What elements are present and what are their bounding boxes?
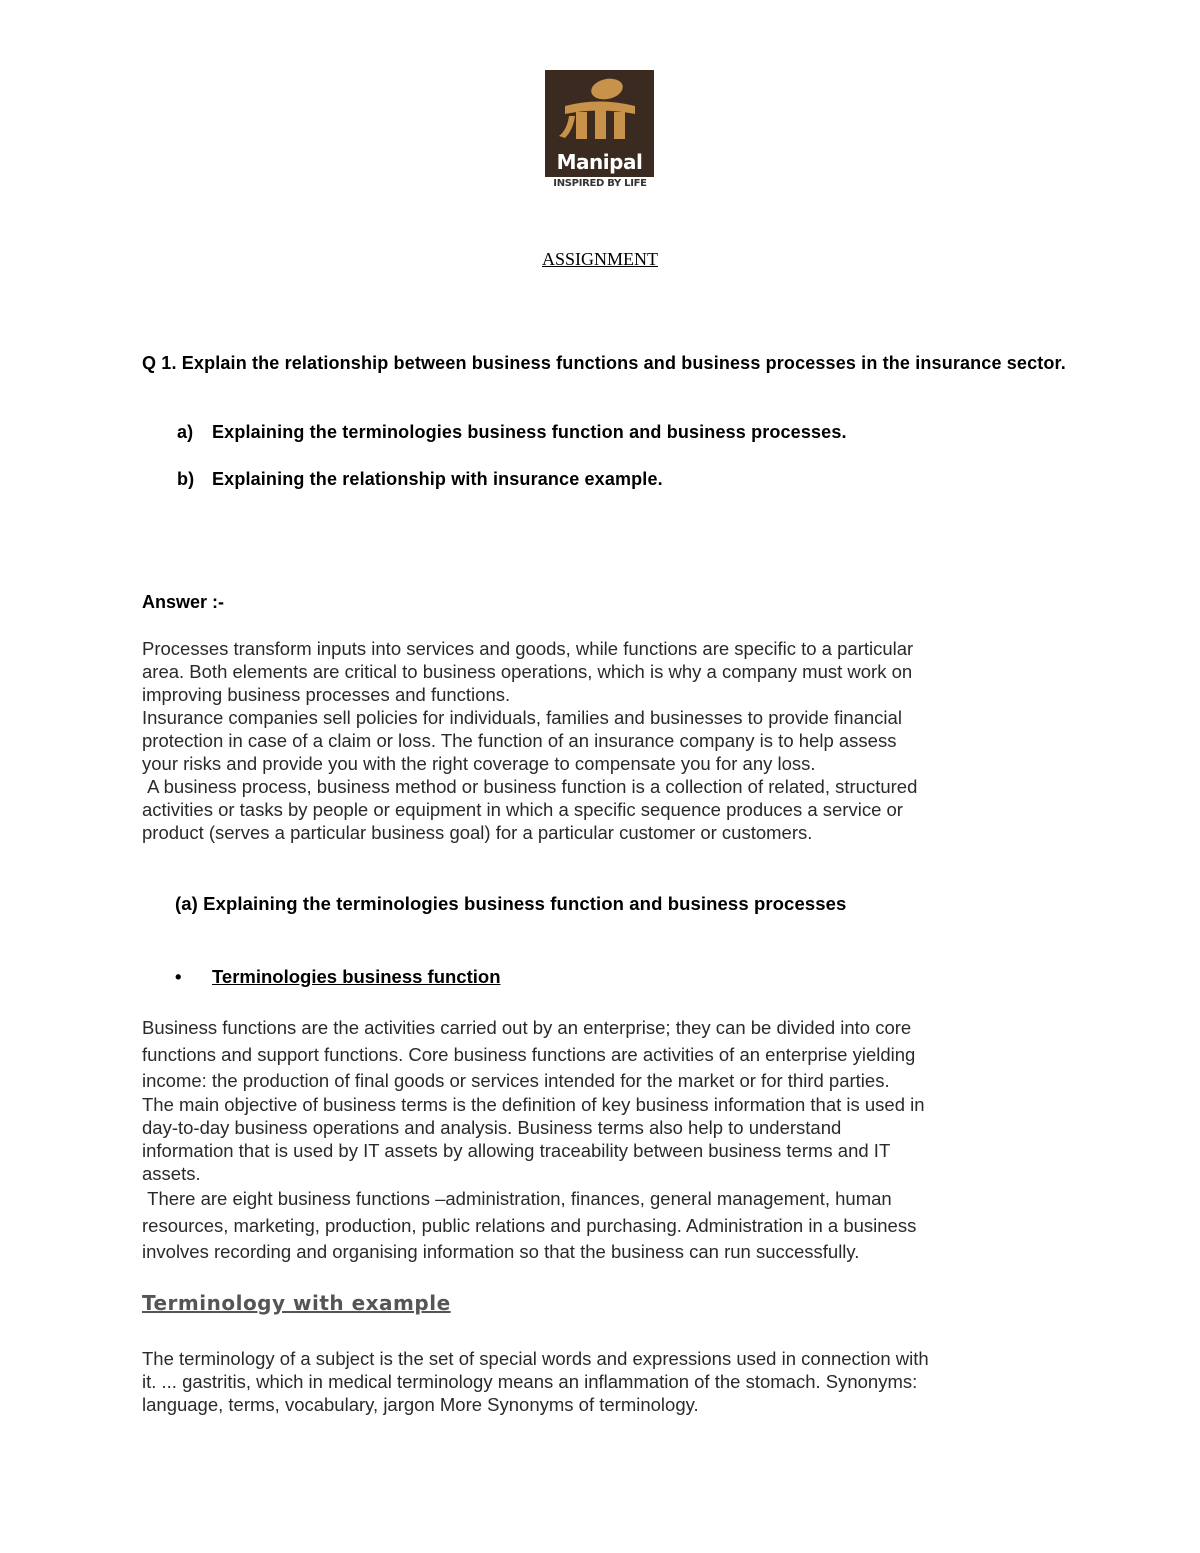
manipal-logo [545,70,655,192]
bullet-heading: Terminologies business function [212,966,501,987]
eight-functions-paragraph: There are eight business functions –administration, finances, general management, human resources, marketing, production, public relations and purchasing. Administration in a business involves recording and organising information so that the business can run successfully. [142,1188,917,1262]
question-part-a [177,422,847,443]
question-part-b [177,469,663,490]
page-title: ASSIGNMENT [541,249,658,269]
answer-paragraph: Processes transform inputs into services and goods, while functions are specific to a particular area. Both elements are critical to business operations, which is why a company must work on improving business processes and functions. Insurance companies sell policies for individuals, families and businesses to provide financial protection in case of a claim or loss. The function of an insurance company is to help assess your risks and provide you with the right coverage to compensate you for any loss. A business process, business method or business function is a collection of related, structured activities or tasks by people or equipment in which a specific sequence produces a service or product (serves a particular business goal) for a particular customer or customers. [142,638,918,843]
bullet-icon: • [175,966,182,987]
terminology-heading: Terminology with example [142,1291,451,1315]
logo-wordmark: Manipal [556,150,643,174]
answer-heading: Answer :- [142,592,225,612]
business-terms-paragraph: The main objective of business terms is the definition of key business information that is used in day-to-day business operations and analysis. Business terms also help to understand information that is used by IT assets by allowing traceability between business terms and IT assets. [142,1094,925,1184]
bullet-terminologies [175,966,501,988]
part-b-text: Explaining the relationship with insurance example. [212,469,663,489]
business-functions-paragraph: Business functions are the activities carried out by an enterprise; they can be divided into core functions and support functions. Core business functions are activities of an enterprise yielding income: the production of final goods or services intended for the market or for third parties. [142,1017,916,1091]
part-a-label: a) [177,422,194,442]
section-a-heading: (a) Explaining the terminologies business function and business processes [175,893,847,914]
question-text: Q 1. Explain the relationship between business functions and business processes in the insurance sector. [142,353,1066,373]
logo-tagline: INSPIRED BY LIFE [553,178,647,189]
terminology-paragraph: The terminology of a subject is the set of special words and expressions used in connection with it. ... gastritis, which in medical terminology means an inflammation of the stomach. Synonyms: language, terms, vocabulary, jargon More Synonyms of terminology. [142,1348,929,1415]
part-a-text: Explaining the terminologies business function and business processes. [212,422,847,442]
part-b-label: b) [177,469,195,489]
